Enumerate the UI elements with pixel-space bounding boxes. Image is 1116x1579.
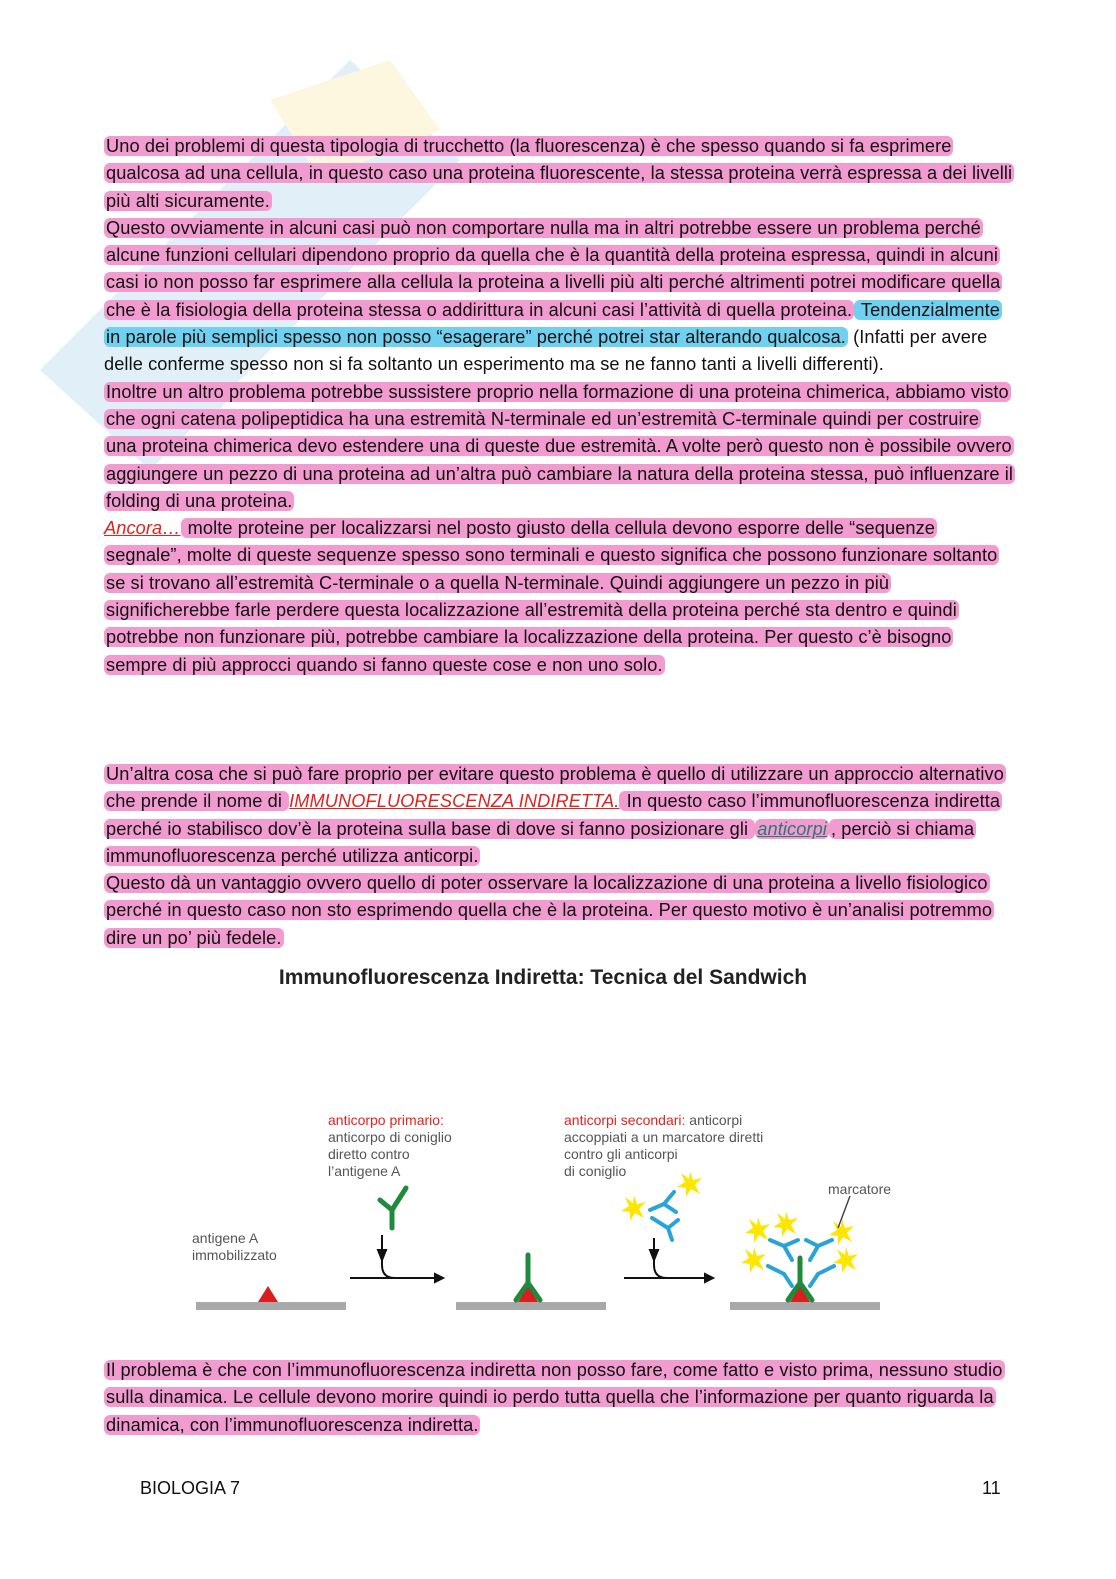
primary-desc-line: diretto contro [328,1146,410,1162]
antigen-1 [258,1286,278,1302]
secondary-desc-line: di coniglio [564,1163,627,1179]
paragraph-5-text-mid: In questo caso l’immunofluorescenza indiretta perché io stabilisco dov’è la proteina sulla base di dove si fanno posizionare gli [106,791,1001,839]
paragraph-3 [104,379,1014,515]
paragraph-7 [104,1357,1014,1439]
paragraph-1-text: Uno dei problemi di questa tipologia di trucchetto (la fluorescenza) è che spesso quando si fa esprimere qualcosa ad una cellula, in questo caso una proteina fluorescente, la stessa proteina verrà espressa a dei livelli più alti sicuramente. [106,136,1013,211]
figure-title: Immunofluorescenza Indiretta: Tecnica del Sandwich [278,966,808,989]
surface-3 [730,1302,880,1310]
paragraph-2-note: (Infatti per avere delle conferme spesso non si fa soltanto un esperimento ma se ne fanno tanti a livelli differenti). [104,327,988,375]
primary-label-title: anticorpo primario: [328,1112,444,1128]
primary-desc-line: anticorpo di coniglio [328,1129,452,1145]
secondary-desc-first: anticorpi [685,1112,743,1128]
paragraph-1 [104,133,1014,215]
sandwich-figure [180,1100,900,1320]
paragraph-4-text: molte proteine per localizzarsi nel posto giusto della cellula devono esporre delle “sequenze segnale”, molte di queste sequenze spesso sono terminali e questo significa che possono funzionare soltanto se si trovano all’estremità C-terminale o a quella N-terminale. Quindi aggiungere un pezzo in più significherebbe farle perdere questa localizzazione all’estremità della proteina perché sta dentro e quindi potrebbe non funzionare più, potrebbe cambiare la localizzazione della proteina. Per questo c’è bisogno sempre di più approcci quando si fanno queste cose e non uno solo. [106,518,998,675]
secondary-antibody-icon [621,1171,702,1240]
anticorpi-link[interactable]: anticorpi [757,818,827,839]
page-number: 11 [982,1478,1001,1498]
paragraph-5-text: Un’altra cosa che si può fare proprio per evitare questo problema è quello di utilizzare un approccio alternativo che prende il nome di [106,764,1004,812]
paragraph-2 [104,215,1014,379]
paragraph-6-text: Questo dà un vantaggio ovvero quello di poter osservare la localizzazione di una proteina a livello fisiologico perché in questo caso non sto esprimendo quella che è la proteina. Per questo motivo è un’analisi potremmo dire un po’ più fedele. [106,873,993,948]
primary-desc-line: l’antigene A [328,1163,401,1179]
paragraph-2-highlight-blue: Tendenzialmente in parole più semplici spesso non posso “esagerare” perché potrei star alterando qualcosa. [106,299,1000,348]
secondary-desc-line: contro gli anticorpi [564,1146,678,1162]
paragraph-4 [104,515,1014,679]
secondary-desc-line: accoppiati a un marcatore diretti [564,1129,764,1145]
arrow-2-icon [650,1238,713,1282]
figure-drawing [180,1100,900,1320]
paragraph-2-text: Questo ovviamente in alcuni casi può non comportare nulla ma in altri potrebbe essere un problema perché alcune funzioni cellulari dipendono proprio da quella che è la quantità della proteina espressa, quindi in alcuni casi io non posso far esprimere alla cellula la proteina a livelli più alti perché altrimenti potrei modificare quella che è la fisiologia della proteina stessa o addirittura in alcuni casi l’attività di quella proteina. [106,217,1001,320]
secondary-label-title: anticorpi secondari: [564,1112,686,1128]
primary-antibody-icon [380,1188,406,1228]
marker-label: marcatore [828,1181,892,1197]
immunofluorescenza-link[interactable]: IMMUNOFLUORESCENZA INDIRETTA. [289,791,620,812]
body-text-3 [104,1357,1014,1439]
arrow-1-icon [378,1235,443,1282]
paragraph-7-text: Il problema è che con l’immunofluorescenza indiretta non posso fare, come fatto e visto prima, nessuno studio sulla dinamica. Le cellule devono morire quindi io perdo tutta quella che l’informazione per quanto riguarda la dinamica, con l’immunofluorescenza indiretta. [106,1360,1003,1435]
surface-2 [456,1302,606,1310]
surface-1 [196,1302,346,1310]
marker-pointer [838,1196,850,1228]
paragraph-5-text-end: , perciò si chiama immunofluorescenza perché utilizza anticorpi. [106,818,975,866]
antigen-label-line: immobilizzato [192,1247,277,1263]
paragraph-5 [104,761,1014,870]
body-text [104,133,1014,679]
antigen-label-line: antigene A [192,1230,259,1246]
paragraph-6 [104,870,1014,952]
sandwich-complex-icon [741,1211,858,1300]
paragraph-3-text: Inoltre un altro problema potrebbe sussistere proprio nella formazione di una proteina chimerica, abbiamo visto che ogni catena polipeptidica ha una estremità N-terminale ed un’estremità C-terminale quindi per costruire una proteina chimerica devo estendere una di queste due estremità. A volte però questo non è possibile ovvero aggiungere un pezzo di una proteina ad un’altra può cambiare la natura della proteina stessa, può influenzare il folding di una proteina. [106,381,1014,511]
body-text-2 [104,761,1014,952]
footer-title: BIOLOGIA 7 [140,1478,241,1498]
ancora-link[interactable]: Ancora… [104,518,181,539]
